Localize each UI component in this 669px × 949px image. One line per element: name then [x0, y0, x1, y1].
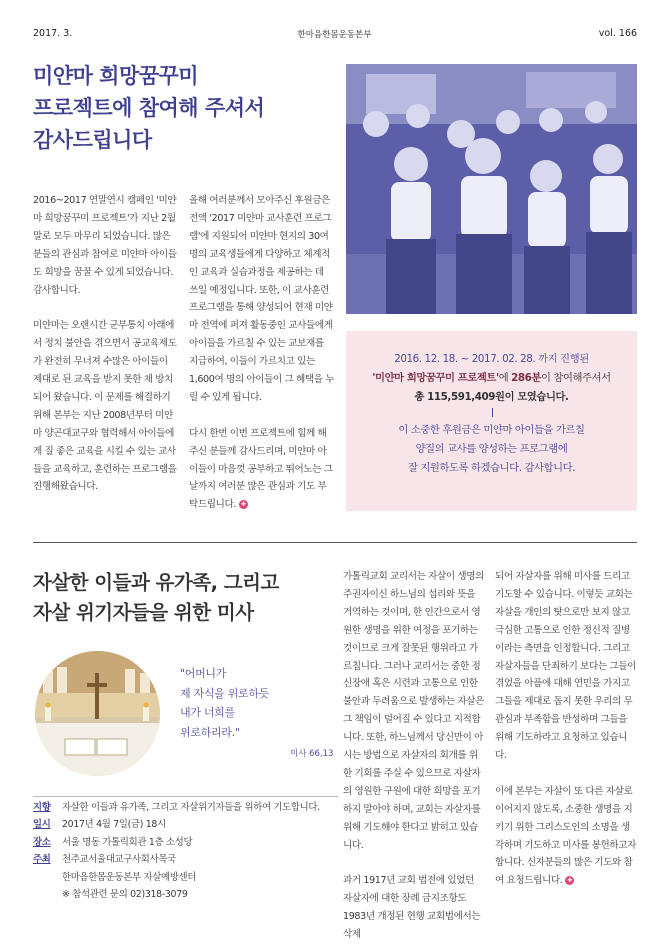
info-label: 주최 — [33, 854, 51, 866]
participant-count: 286분 — [511, 372, 541, 384]
title-line: 자살 위기자들을 위한 미사 — [33, 601, 254, 624]
contact-info: ※ 참석관련 문의 02)318-3079 — [62, 889, 188, 901]
quote-source: 이사 66,13 — [290, 749, 334, 759]
paragraph: 과거 1917년 교회 법전에 있었던 자살자에 대한 장례 금지조항도 1983년 개정된 현행 교회법에서는 삭제 — [343, 875, 481, 941]
article1-column-2 — [189, 192, 335, 532]
article1-title — [33, 60, 333, 156]
quote-line: 제 자식을 위로하듯 — [180, 686, 270, 700]
end-mark-icon: ✚ — [239, 500, 248, 509]
paragraph: 가톨릭교회 교리서는 자살이 생명의 주권자이신 하느님의 섭리와 뜻을 거역하는 것이며, 한 인간으로서 영원한 생명을 위한 여정을 포기하는 것이므로 크게 잘못된 행위라고 가르칩니다. 그러나 교리서는 중한 정신장애 혹은 시련과 고통으로 인한 불안과 두려움으로 발생하는 자살은 그 책임이 덜어질 수 있다고 지적합니다. 또한, 하느님께서 당신만이 아시는 방법으로 자살자의 회개를 위한 기회를 주실 수 있으므로 자살자의 영원한 구원에 대한 희망을 포기하지 말아야 하며, 교회는 자살자를 위해 기도해야 한다고 밝히고 있습니다. — [343, 571, 484, 851]
box-message-line: 양질의 교사를 양성하는 프로그램에 — [415, 443, 568, 455]
article2-column-2 — [495, 568, 637, 908]
article1-column-1 — [33, 192, 179, 514]
info-value: 자살한 이들과 유가족, 그리고 자살위기자들을 위하여 기도합니다. — [62, 802, 320, 813]
title-line: 프로젝트에 참여해 주셔서 — [33, 96, 265, 120]
mass-info — [33, 799, 338, 903]
info-divider — [33, 796, 338, 797]
info-value: 2017년 4월 7일(금) 18시 — [62, 819, 166, 831]
paragraph-text: 다시 한번 이번 프로젝트에 힘께 해 주신 분들께 감사드리며, 미얀마 아이들이 마음껏 공부하고 뛰어노는 그 날까지 여러분 많은 관심과 기도 부탁드립니다. — [189, 427, 333, 511]
paragraph — [189, 425, 335, 515]
paragraph: 미얀마는 오랜시간 군부통치 아래에서 정치 불안을 겪으면서 공교육제도가 완전히 무너져 수많은 아이들이 제대로 된 교육을 받지 못한 채 방치되어 왔습니다. 이 문제를 해결하기 위해 본부는 지난 2008년부터 미얀마 양곤대교구와 협력해서 아이들에게 질 좋은 교육을 시킬 수 있는 교사들을 교육하고, 훈련하는 프로그램을 진행해왔습니다. — [33, 320, 177, 493]
paragraph: 2016~2017 연말연시 캠페인 '미얀마 희망꿈꾸미 프로젝트'가 지난 2월 말로 모두 마무리 되었습니다. 많은 분들의 관심과 참여로 미얀마 아이들도 희망을 꿈꿀 수 있게 되었습니다. 감사합니다. — [33, 195, 177, 296]
info-value: 한마음한몸운동본부 자살예방센터 — [62, 871, 197, 883]
participant-line — [346, 369, 637, 388]
info-row-date — [33, 816, 338, 833]
info-value: 서울 명동 가톨릭회관 1층 소성당 — [62, 836, 193, 848]
box-message-line: 이 소중한 후원금은 미얀마 아이들을 가르칠 — [398, 424, 585, 436]
paragraph: 되어 자살자를 위해 미사를 드리고 기도할 수 있습니다. 이렇듯 교회는 자살을 개인의 탓으로만 보지 않고 극심한 고통으로 인한 정신적 질병이라는 측면을 인정합니다. 그리고 자살자들을 단죄하기 보다는 그들이 겪었을 아픔에 대해 연민을 가지고 그들을 제대로 돕지 못한 우리의 무관심과 부족함을 반성하며 그들을 위해 기도하라고 요청하고 있습니다. — [495, 571, 636, 762]
quote-line: 위로하리라." — [180, 725, 240, 739]
text: 이 참여해주셔서 — [541, 372, 611, 384]
title-line: 감사드립니다 — [33, 128, 152, 152]
section-divider — [33, 542, 637, 543]
campaign-period: 2016. 12. 18. ~ 2017. 02. 28. 까지 진행된 — [394, 353, 589, 365]
info-label: 장소 — [33, 836, 51, 848]
paragraph: 올해 여러분께서 모아주신 후원금은 전액 '2017 미얀마 교사훈련 프로그램'에 지원되어 미얀마 현지의 30여 명의 교육생들에게 다양하고 체계적인 교육과 실습과정을 제공하는 데 쓰일 예정입니다. 또한, 이 교사훈련 프로그램을 통해 양성되어 현재 미얀마 전역에 퍼져 활동중인 교사들에게 아이들을 가르칠 수 있는 교보재를 지급하여, 이들이 가르치고 있는 1,600여 명의 아이들이 그 혜택을 누릴 수 있게 됩니다. — [189, 195, 335, 403]
issue-date: 2017. 3. — [33, 28, 73, 39]
info-row-host — [33, 851, 338, 868]
title-line: 자살한 이들과 유가족, 그리고 — [33, 571, 279, 594]
myanmar-children-photo — [346, 64, 637, 314]
text: 에 — [498, 372, 512, 384]
article2-column-1 — [343, 568, 484, 949]
article2-title — [33, 568, 333, 628]
info-label: 지향 — [33, 802, 51, 813]
page-header — [0, 28, 669, 42]
campaign-name: '미얀마 희망꿈꾸미 프로젝트' — [372, 372, 499, 384]
quote-line: "어머니가 — [180, 667, 227, 680]
donation-summary-box — [346, 331, 637, 511]
info-value: 천주교서울대교구사회사목국 — [62, 854, 176, 866]
info-row-purpose — [33, 799, 338, 816]
arrow-down-icon — [346, 407, 637, 421]
box-message-line: 잘 지원하도록 하겠습니다. 감사합니다. — [407, 462, 576, 474]
quote-line: 내가 너희를 — [180, 706, 235, 719]
altar-photo — [35, 651, 160, 776]
paragraph — [495, 783, 637, 890]
title-line: 미얀마 희망꿈꾸미 — [33, 64, 199, 88]
info-row-place — [33, 834, 338, 851]
info-label: 일시 — [33, 819, 51, 831]
bible-quote — [180, 664, 330, 742]
altar-illustration — [35, 651, 160, 776]
children-illustration — [346, 64, 637, 314]
paragraph-text: 이에 본부는 자살이 또 다른 자살로 이어지지 않도록, 소중한 생명을 지키기 위한 그리스도인의 소명을 생각하며 기도하고 미사를 봉헌하고자 합니다. 신자분들의 많은 기도와 참여 요청드립니다. — [495, 785, 636, 887]
end-mark-icon: ✚ — [565, 876, 574, 885]
organization-name: 한마음한몸운동본부 — [297, 30, 372, 40]
volume-number: vol. 166 — [598, 28, 637, 39]
total-amount: 총 115,591,409원이 모였습니다. — [414, 391, 569, 403]
